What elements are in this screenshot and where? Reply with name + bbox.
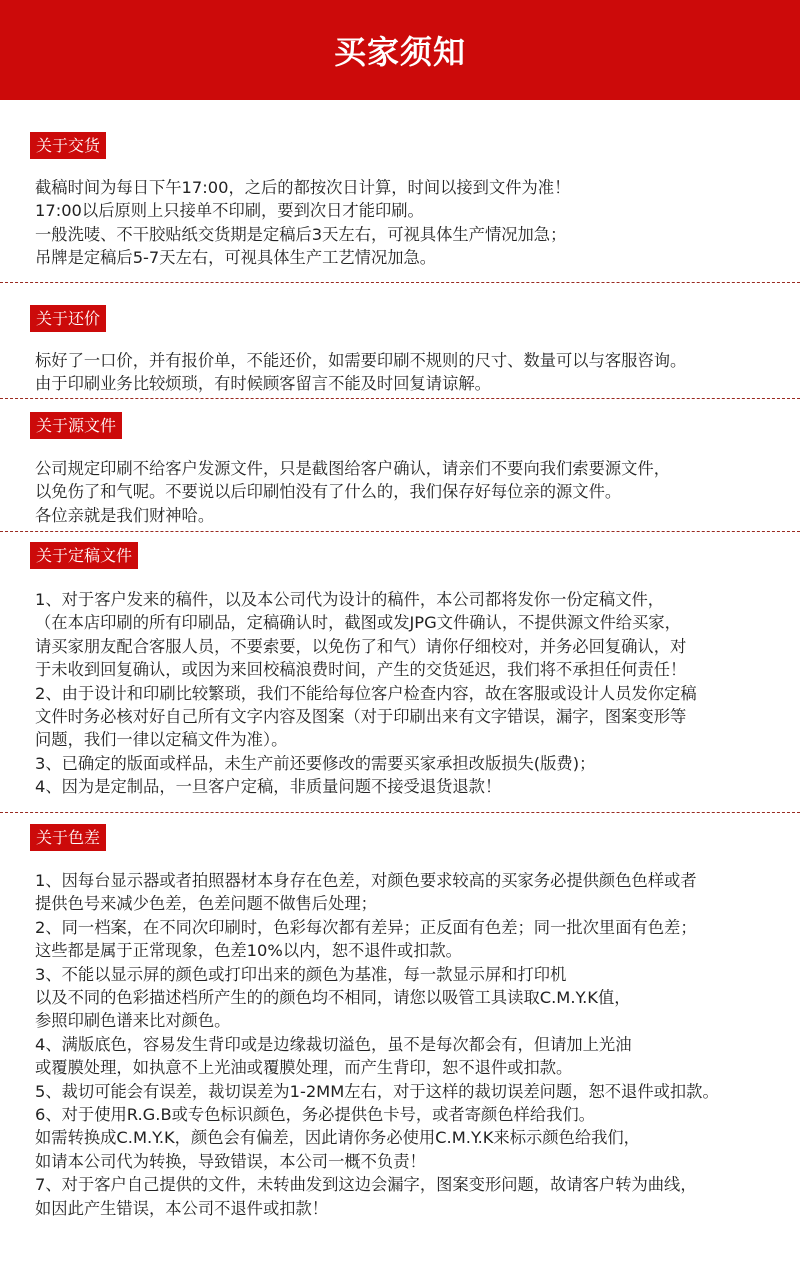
text-line: （在本店印刷的所有印刷品，定稿确认时，截图或发JPG文件确认，不提供源文件给买家， (35, 613, 681, 633)
text-line: 1、因每台显示器或者拍照器材本身存在色差，对颜色要求较高的买家务必提供颜色色样或者 (35, 871, 697, 890)
text-line: 或覆膜处理，如执意不上光油或覆膜处理，而产生背印，恕不退件或扣款。 (35, 1058, 573, 1078)
text-line: 如因此产生错误，本公司不退件或扣款！ (35, 1198, 329, 1218)
text-line: 标好了一口价，并有报价单，不能还价，如需要印刷不规则的尺寸、数量可以与客服咨询。 (35, 351, 687, 370)
section-badge-color-difference: 关于色差 (30, 824, 106, 851)
text-line: 3、已确定的版面或样品，未生产前还要修改的需要买家承担改版损失(版费)； (35, 753, 596, 773)
text-line: 请买家朋友配合客服人员，不要索要，以免伤了和气）请你仔细校对，并务必回复确认，对 (35, 636, 687, 656)
text-line: 提供色号来减少色差，色差问题不做售后处理； (35, 894, 377, 914)
section-body-color-difference (35, 869, 786, 1220)
text-line: 文件时务必核对好自己所有文字内容及图案（对于印刷出来有文字错误，漏字，图案变形等 (35, 707, 687, 727)
text-line: 问题，我们一律以定稿文件为准）。 (35, 730, 288, 750)
text-line: 6、对于使用R.G.B或专色标识颜色，务必提供色卡号，或者寄颜色样给我们。 (35, 1105, 595, 1125)
section-badge-bargaining: 关于还价 (30, 305, 106, 332)
header-banner (0, 0, 800, 100)
section-body-source-files (35, 457, 786, 527)
text-line: 3、不能以显示屏的颜色或打印出来的颜色为基准，每一款显示屏和打印机 (35, 964, 567, 984)
dashed-divider (0, 398, 800, 399)
dashed-divider (0, 531, 800, 532)
section-body-bargaining (35, 349, 786, 396)
text-line: 1、对于客户发来的稿件，以及本公司代为设计的稿件，本公司都将发你一份定稿文件， (35, 590, 665, 609)
text-line: 公司规定印刷不给客户发源文件，只是截图给客户确认，请亲们不要向我们索要源文件， (35, 459, 670, 478)
text-line: 参照印刷色谱来比对颜色。 (35, 1011, 231, 1031)
dashed-divider (0, 812, 800, 813)
text-line: 如需转换成C.M.Y.K，颜色会有偏差，因此请你务必使用C.M.Y.K来标示颜色给我们， (35, 1128, 640, 1148)
text-line: 一般洗唛、不干胶贴纸交货期是定稿后3天左右，可视具体生产情况加急； (35, 224, 567, 244)
section-badge-source-files: 关于源文件 (30, 412, 122, 439)
text-line: 以及不同的色彩描述档所产生的的颜色均不相同，请您以吸管工具读取C.M.Y.K值， (35, 988, 631, 1008)
section-body-final-draft (35, 588, 786, 799)
text-line: 由于印刷业务比较烦琐，有时候顾客留言不能及时回复请谅解。 (35, 374, 491, 394)
text-line: 截稿时间为每日下午17:00，之后的都按次日计算，时间以接到文件为准！ (35, 178, 571, 197)
text-line: 各位亲就是我们财神哈。 (35, 505, 215, 525)
section-badge-final-draft: 关于定稿文件 (30, 542, 138, 569)
text-line: 17:00以后原则上只接单不印刷，要到次日才能印刷。 (35, 201, 424, 221)
text-line: 如请本公司代为转换，导致错误，本公司一概不负责！ (35, 1151, 426, 1171)
section-body-delivery (35, 176, 786, 270)
text-line: 以免伤了和气呢。不要说以后印刷怕没有了什么的，我们保存好每位亲的源文件。 (35, 482, 622, 502)
text-line: 7、对于客户自己提供的文件，未转曲发到这边会漏字，图案变形问题，故请客户转为曲线， (35, 1175, 697, 1195)
text-line: 于未收到回复确认，或因为来回校稿浪费时间，产生的交货延迟，我们将不承担任何责任！ (35, 660, 687, 680)
page-title: 买家须知 (333, 33, 466, 71)
text-line: 4、满版底色，容易发生背印或是边缘裁切溢色，虽不是每次都会有，但请加上光油 (35, 1034, 632, 1054)
text-line: 2、由于设计和印刷比较繁琐，我们不能给每位客户检查内容，故在客服或设计人员发你定稿 (35, 683, 697, 703)
section-badge-delivery: 关于交货 (30, 132, 106, 159)
text-line: 2、同一档案，在不同次印刷时，色彩每次都有差异；正反面有色差；同一批次里面有色差； (35, 917, 697, 937)
text-line: 4、因为是定制品，一旦客户定稿，非质量问题不接受退货退款！ (35, 777, 502, 797)
dashed-divider (0, 282, 800, 283)
text-line: 这些都是属于正常现象，色差10%以内，恕不退件或扣款。 (35, 941, 462, 961)
text-line: 5、裁切可能会有误差，裁切误差为1-2MM左右，对于这样的裁切误差问题，恕不退件或扣款。 (35, 1081, 719, 1101)
text-line: 吊牌是定稿后5-7天左右，可视具体生产工艺情况加急。 (35, 248, 437, 268)
